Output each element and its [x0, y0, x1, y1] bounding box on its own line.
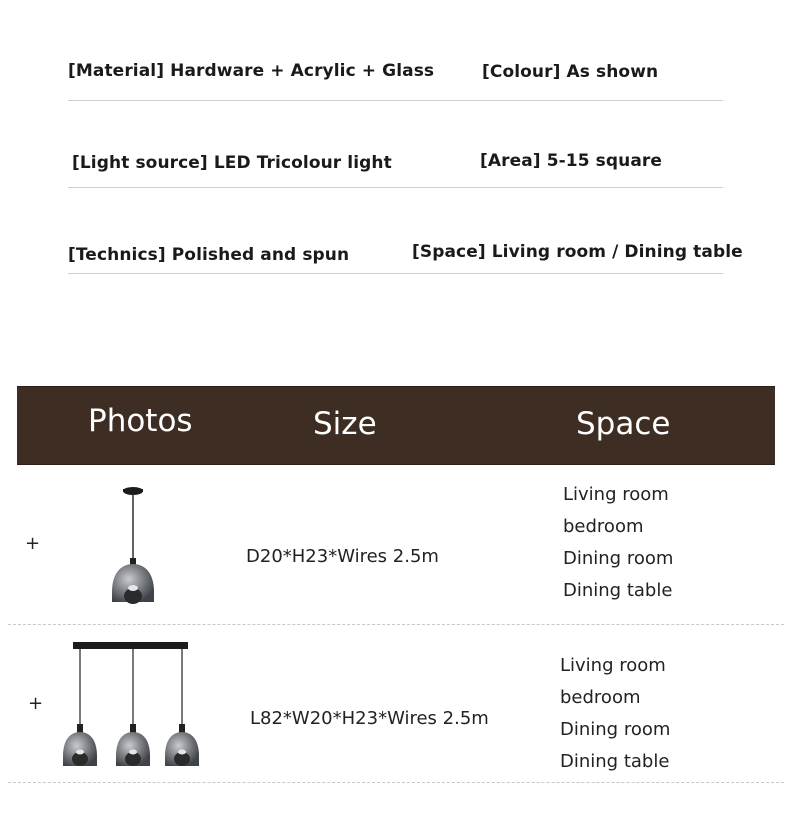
spec-area: [Area] 5-15 square	[480, 151, 663, 171]
space-list	[563, 479, 673, 607]
header-space: Space	[576, 406, 671, 442]
row-divider	[8, 624, 784, 625]
header-photos: Photos	[88, 403, 193, 439]
list-item: Dining table	[560, 751, 670, 772]
row-marker: +	[28, 693, 44, 714]
spec-divider	[68, 273, 723, 274]
spec-material: [Material] Hardware + Acrylic + Glass	[68, 61, 435, 81]
spec-divider	[68, 100, 723, 101]
list-item: Dining table	[563, 580, 673, 601]
list-item: bedroom	[563, 516, 644, 537]
list-item: Living room	[563, 484, 669, 505]
table-header	[17, 386, 775, 465]
list-item: bedroom	[560, 687, 641, 708]
spec-light-source: [Light source] LED Tricolour light	[72, 153, 392, 173]
space-list	[560, 650, 670, 778]
spec-colour: [Colour] As shown	[482, 62, 659, 82]
row-divider	[8, 782, 784, 783]
row-size: L82*W20*H23*Wires 2.5m	[250, 708, 489, 729]
row-marker: +	[25, 533, 41, 554]
spec-divider	[68, 187, 723, 188]
list-item: Dining room	[563, 548, 674, 569]
row-size: D20*H23*Wires 2.5m	[246, 546, 439, 567]
spec-technics: [Technics] Polished and spun	[68, 245, 350, 265]
single-pendant-lamp-icon	[100, 484, 160, 608]
list-item: Dining room	[560, 719, 671, 740]
spec-space: [Space] Living room / Dining table	[412, 242, 743, 262]
triple-pendant-lamp-icon	[60, 640, 210, 772]
list-item: Living room	[560, 655, 666, 676]
header-size: Size	[313, 406, 377, 442]
